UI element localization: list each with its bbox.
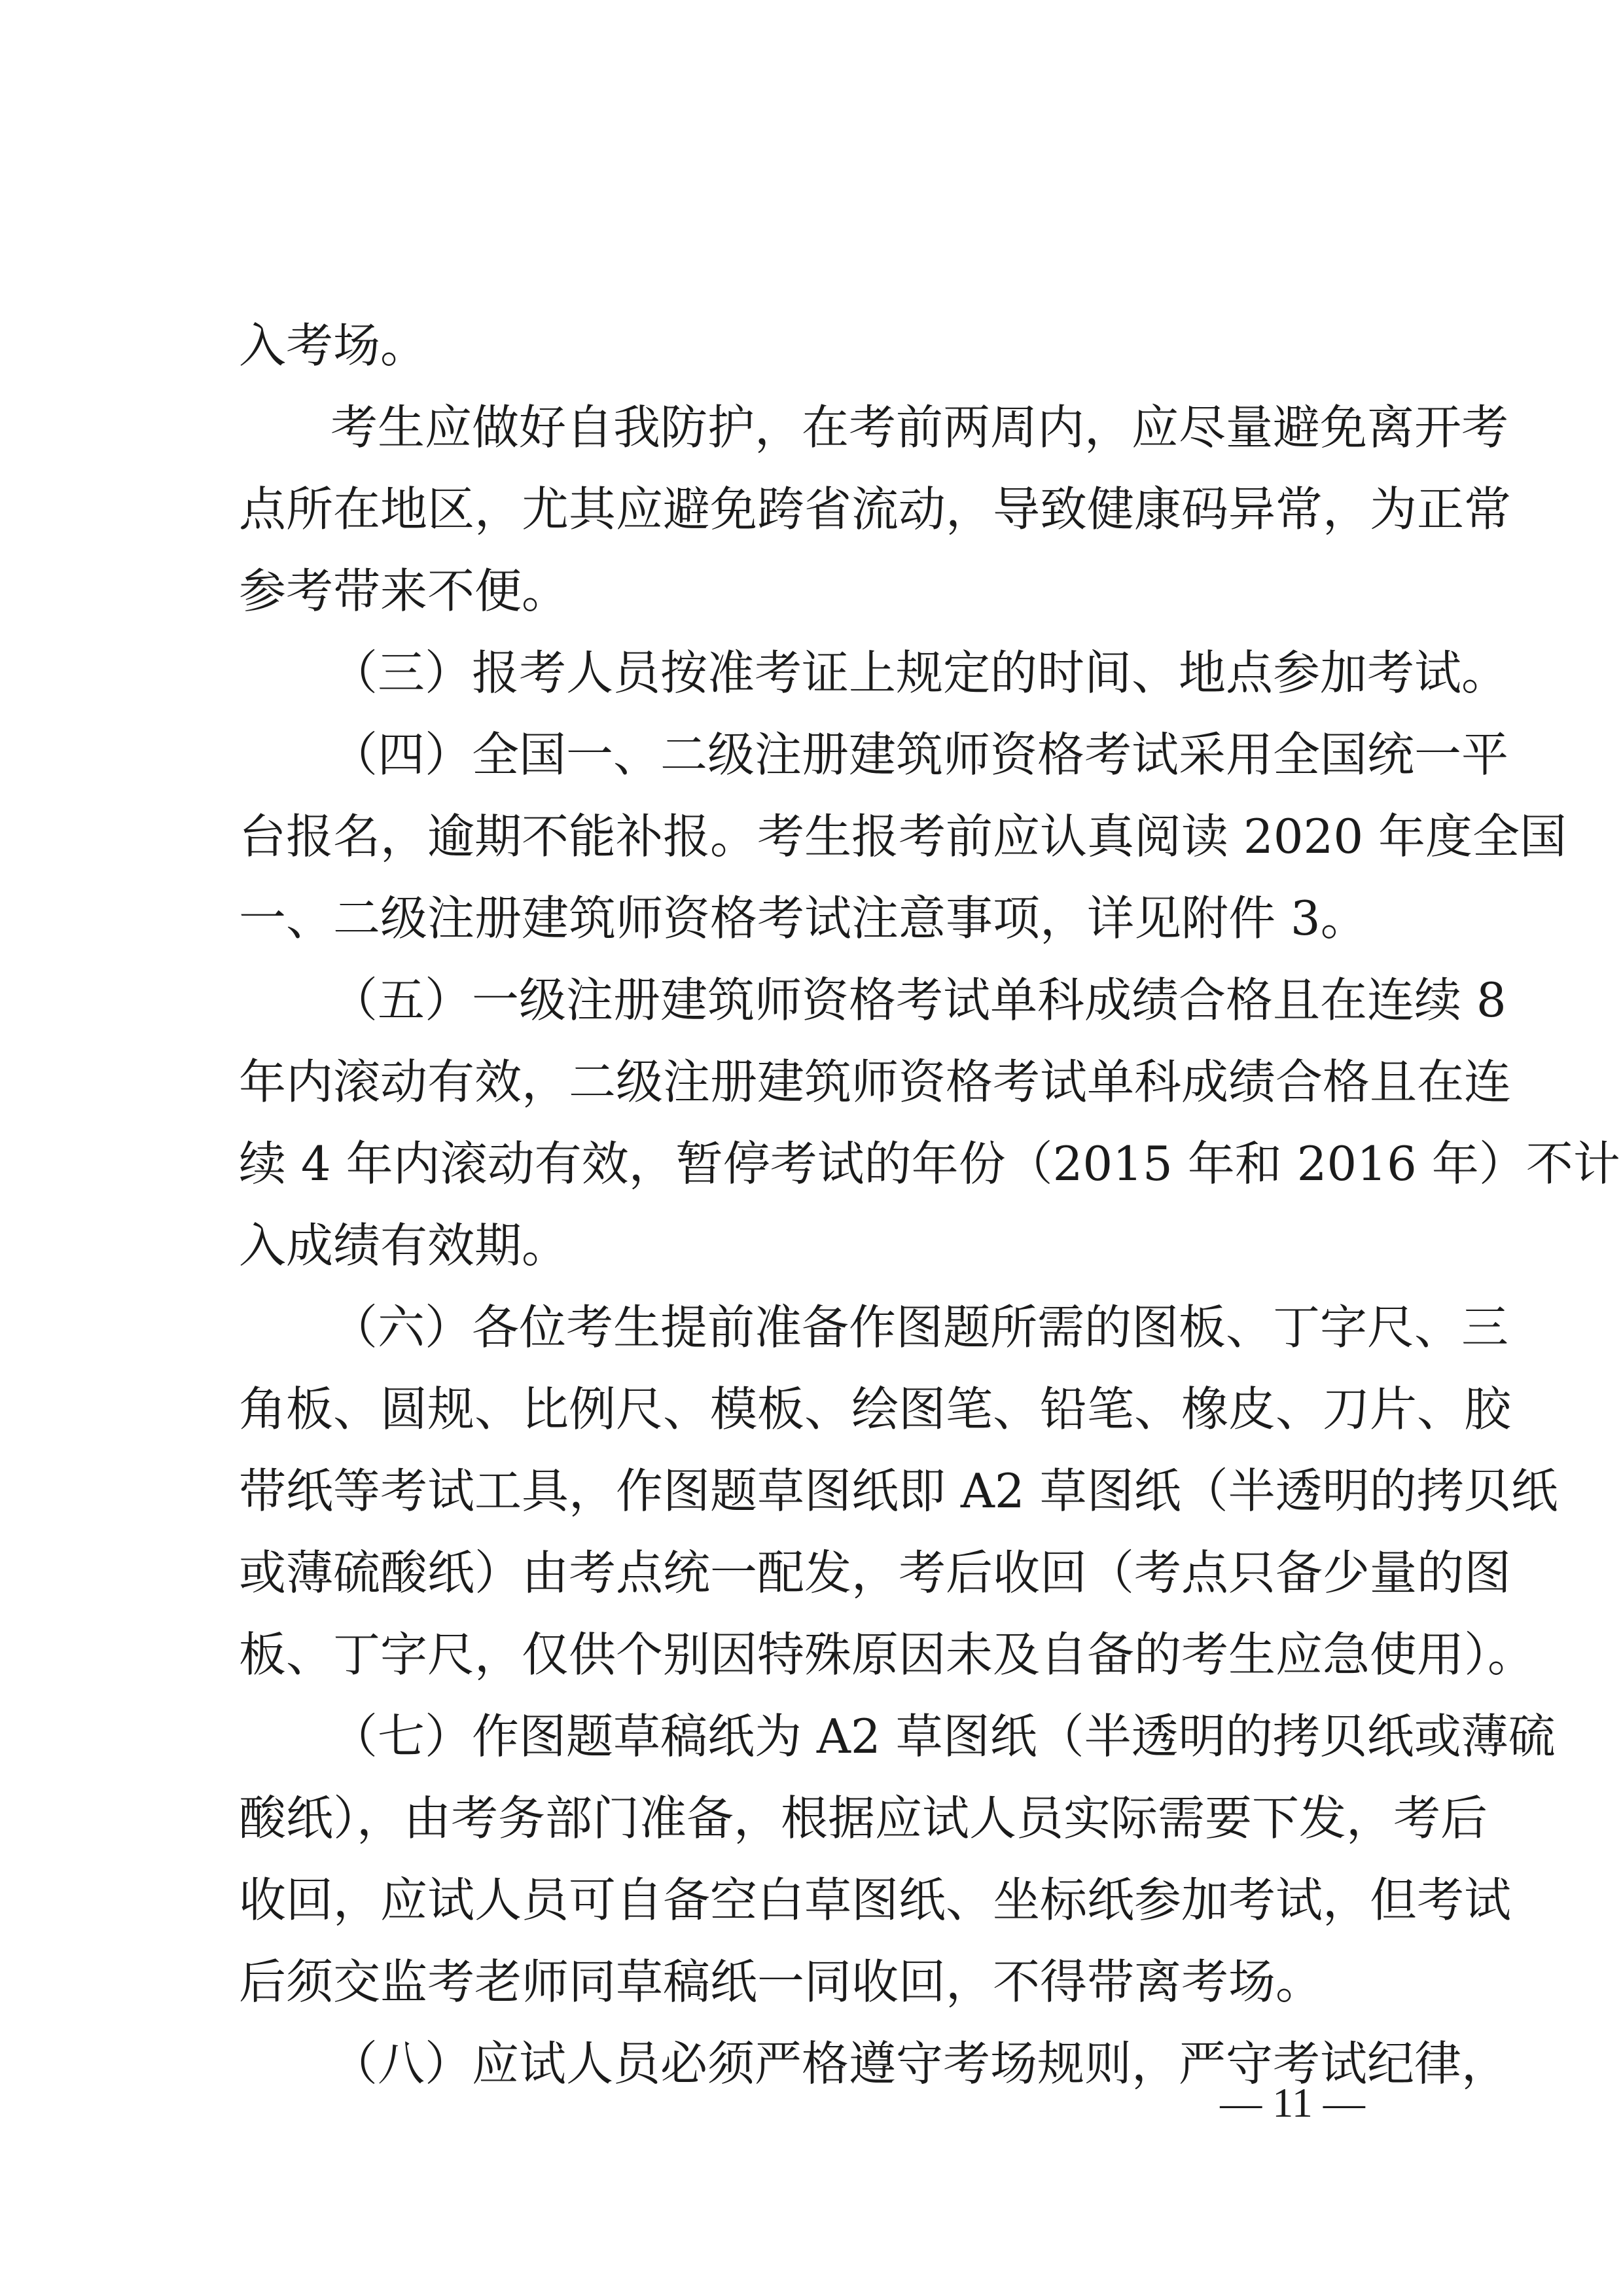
text-line: （八）应试人员必须严格遵守考场规则，严守考试纪律， bbox=[330, 2036, 1509, 2091]
text-line: （五）一级注册建筑师资格考试单科成绩合格且在连续 8 bbox=[330, 973, 1507, 1028]
text-line: 入考场。 bbox=[239, 318, 428, 373]
text-line: 收回，应试人员可自备空白草图纸、坐标纸参加考试，但考试 bbox=[239, 1873, 1512, 1928]
text-line: 考生应做好自我防护，在考前两周内，应尽量避免离开考 bbox=[330, 400, 1509, 455]
text-line: 带纸等考试工具，作图题草图纸即 A2 草图纸（半透明的拷贝纸 bbox=[239, 1463, 1558, 1518]
text-line: 角板、圆规、比例尺、模板、绘图笔、铅笔、橡皮、刀片、胶 bbox=[239, 1382, 1512, 1437]
text-line: （四）全国一、二级注册建筑师资格考试采用全国统一平 bbox=[330, 727, 1509, 782]
text-line: （六）各位考生提前准备作图题所需的图板、丁字尺、三 bbox=[330, 1300, 1509, 1355]
text-line: 年内滚动有效，二级注册建筑师资格考试单科成绩合格且在连 bbox=[239, 1054, 1512, 1109]
text-line: 板、丁字尺，仅供个别因特殊原因未及自备的考生应急使用）。 bbox=[239, 1627, 1535, 1682]
text-line: （七）作图题草稿纸为 A2 草图纸（半透明的拷贝纸或薄硫 bbox=[330, 1709, 1556, 1764]
text-line: 续 4 年内滚动有效，暂停考试的年份（2015 年和 2016 年）不计 bbox=[239, 1136, 1620, 1191]
text-line: 酸纸），由考务部门准备，根据应试人员实际需要下发，考后 bbox=[239, 1791, 1488, 1846]
text-line: 入成绩有效期。 bbox=[239, 1218, 569, 1273]
page-number: — 11 — bbox=[1220, 2079, 1365, 2126]
text-line: 参考带来不便。 bbox=[239, 564, 569, 619]
text-line: 一、二级注册建筑师资格考试注意事项，详见附件 3。 bbox=[239, 891, 1368, 946]
text-line: 台报名，逾期不能补报。考生报考前应认真阅读 2020 年度全国 bbox=[239, 809, 1567, 864]
text-line: 点所在地区，尤其应避免跨省流动，导致健康码异常，为正常 bbox=[239, 482, 1512, 537]
text-line: 或薄硫酸纸）由考点统一配发，考后收回（考点只备少量的图 bbox=[239, 1545, 1512, 1600]
text-line: （三）报考人员按准考证上规定的时间、地点参加考试。 bbox=[330, 645, 1509, 700]
text-line: 后须交监考老师同草稿纸一同收回，不得带离考场。 bbox=[239, 1954, 1323, 2009]
